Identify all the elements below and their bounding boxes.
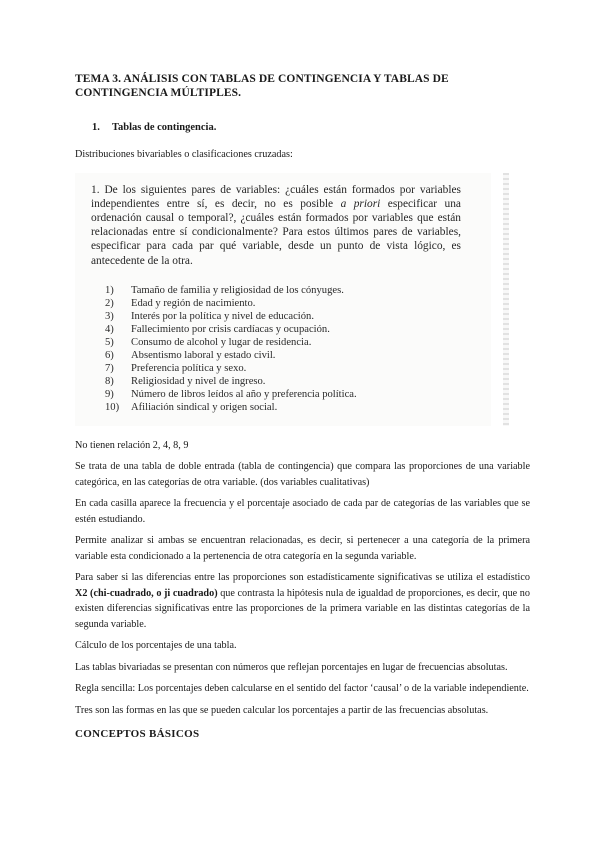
list-item <box>105 401 461 414</box>
list-item-text: Fallecimiento por crisis cardíacas y ocupación. <box>131 323 330 335</box>
list-item-text: Interés por la política y nivel de educación. <box>131 310 314 322</box>
list-item-number: 4) <box>105 323 114 335</box>
chi-square-bold: X2 (chi-cuadrado, o ji cuadrado) <box>75 587 218 599</box>
basic-concepts-heading: CONCEPTOS BÁSICOS <box>75 728 200 741</box>
list-item <box>105 297 461 310</box>
list-item <box>105 310 461 323</box>
list-item-text: Número de libros leídos al año y preferencia política. <box>131 388 357 400</box>
paragraph-three-forms: Tres son las formas en las que se pueden calcular los porcentajes a partir de las frecuencias absolutas. <box>75 704 489 716</box>
list-item <box>105 336 461 349</box>
list-item-number: 10) <box>105 401 120 413</box>
paragraph-relation: Permite analizar si ambas se encuentran relacionadas, es decir, si pertenecer a una categoría de la primera variable esta condicionado a la pertenencia de otra categoría en la segunda variable. <box>75 535 530 562</box>
paragraph-definition: Se trata de una tabla de doble entrada (tabla de contingencia) que compara las proporciones de una variable categórica, en las categorías de otra variable. (dos variables cualitativas) <box>75 461 530 488</box>
document-page <box>75 72 530 751</box>
section-heading <box>92 122 530 133</box>
list-item-number: 7) <box>105 362 114 374</box>
list-item-text: Afiliación sindical y origen social. <box>131 401 278 413</box>
exercise-text-1: 1. De los siguientes pares de variables: ¿cuáles están formados por variables independientes entre sí, es decir, no es posible <box>91 183 461 210</box>
section-label: Tablas de contingencia. <box>112 122 217 133</box>
exercise-italic: a priori <box>340 197 381 210</box>
exercise-text-2: especificar una ordenación causal o temporal?, ¿cuáles están formados por variables que están relacionadas entre sí condicionalmente? Para estos últimos pares de variables, especificar para cada par qué variable, desde un punto de vista lógico, es antecedente de la otra. <box>91 197 461 267</box>
document-title: TEMA 3. ANÁLISIS CON TABLAS DE CONTINGENCIA Y TABLAS DE CONTINGENCIA MÚLTIPLES. <box>75 73 449 99</box>
paragraph-cell-content: En cada casilla aparece la frecuencia y el porcentaje asociado de cada par de categorías de las variables que se estén estudiando. <box>75 498 530 525</box>
list-item-number: 9) <box>105 388 114 400</box>
paragraph-bivariate: Las tablas bivariadas se presentan con números que reflejan porcentajes en lugar de frecuencias absolutas. <box>75 661 508 673</box>
list-item <box>105 362 461 375</box>
list-item <box>105 323 461 336</box>
list-item-number: 2) <box>105 297 114 309</box>
list-item <box>105 388 461 401</box>
list-item-text: Consumo de alcohol y lugar de residencia. <box>131 336 312 348</box>
chi-square-text-2: que contrasta la hipótesis nula de igualdad de proporciones, es decir, que no existen diferencias significativas entre las proporciones de la primera variable en las distintas categorías de la segunda variable. <box>75 587 530 630</box>
exercise-statement <box>91 183 461 268</box>
list-item-number: 3) <box>105 310 114 322</box>
paragraph-chi-square <box>75 570 530 632</box>
list-item-text: Preferencia política y sexo. <box>131 362 247 374</box>
list-item-text: Edad y región de nacimiento. <box>131 297 256 309</box>
list-item-number: 8) <box>105 375 114 387</box>
list-item-text: Tamaño de familia y religiosidad de los cónyuges. <box>131 284 344 296</box>
scanned-exercise <box>75 173 491 426</box>
chi-square-text-1: Para saber si las diferencias entre las proporciones son estadísticamente significativas se utiliza el estadístico <box>75 572 530 584</box>
list-item-text: Absentismo laboral y estado civil. <box>131 349 276 361</box>
list-item-number: 6) <box>105 349 114 361</box>
intro-text: Distribuciones bivariables o clasificaciones cruzadas: <box>75 149 293 160</box>
list-item <box>105 375 461 388</box>
list-item-number: 5) <box>105 336 114 348</box>
list-item <box>105 284 461 297</box>
paragraph-rule: Regla sencilla: Los porcentajes deben calcularse en el sentido del factor ‘causal’ o de la variable independiente. <box>75 683 529 695</box>
paragraph-percentages-title: Cálculo de los porcentajes de una tabla. <box>75 640 237 652</box>
scan-edge-decoration <box>503 173 509 426</box>
list-item-text: Religiosidad y nivel de ingreso. <box>131 375 266 387</box>
answer-text: No tienen relación 2, 4, 8, 9 <box>75 439 189 451</box>
list-item <box>105 349 461 362</box>
section-number: 1. <box>92 122 100 133</box>
list-item-number: 1) <box>105 284 114 296</box>
variable-pairs-list <box>105 284 461 414</box>
